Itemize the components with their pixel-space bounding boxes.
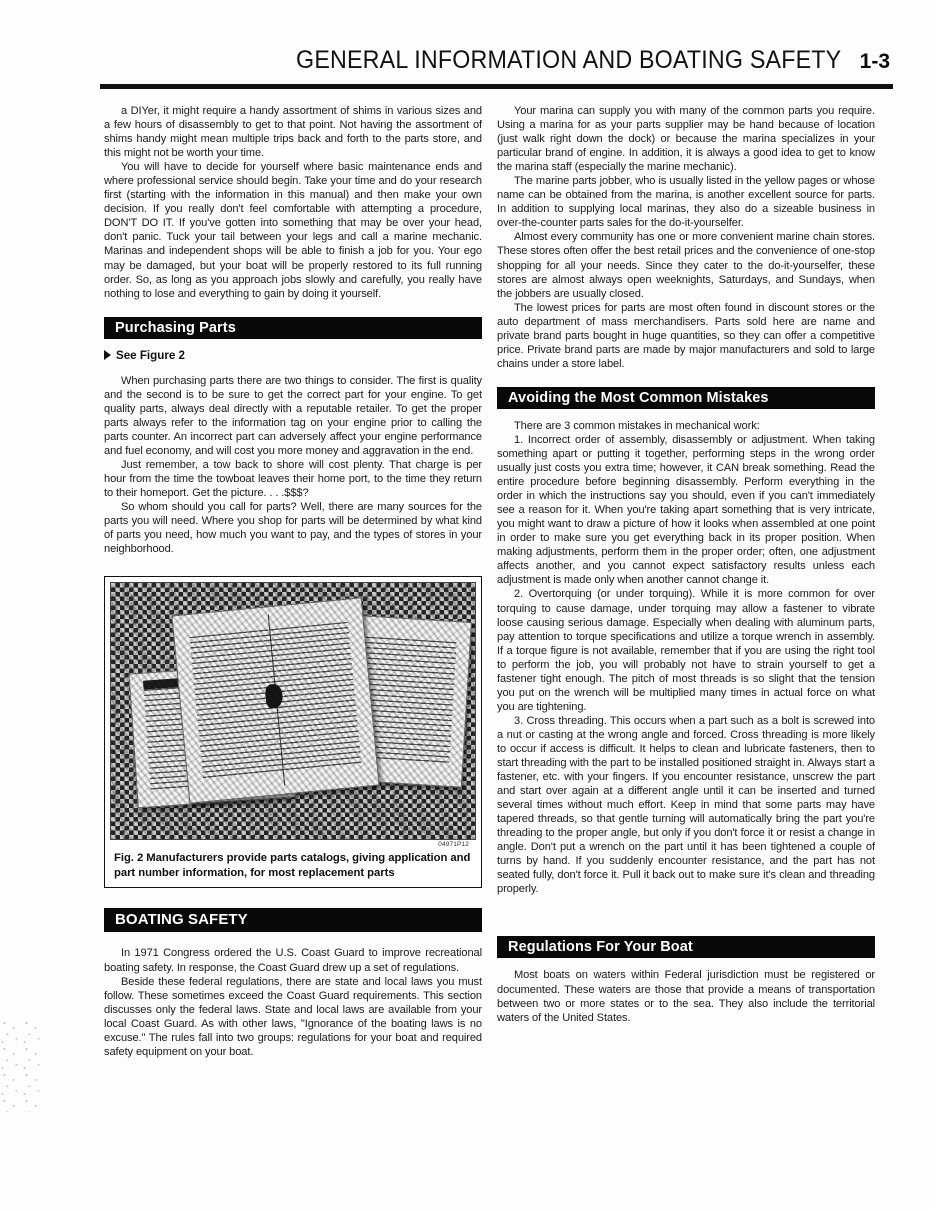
section-heading-purchasing-parts: Purchasing Parts — [104, 317, 482, 339]
see-figure-label: See Figure 2 — [116, 348, 185, 362]
header-rule — [100, 84, 893, 89]
numbered-item: 3. Cross threading. This occurs when a part such as a bolt is screwed into a nut or casting at the wrong angle and forced. Cross threading is more likely to occur if access is difficult. It helps to clean and lubricate fasteners, then to start threading with the part to be installed positioned straight in. Always start a fastener, etc. with your fingers. If you encounter resistance, unscrew the part and start over again at a different angle until it can be inserted and turned several times without much effort. Keep in mind that some parts may have tapered threads, so that gentle turning will automatically bring the part you're threading to the proper angle, but only if you don't force it or resist a change in angle. Don't put a wrench on the part until it has been tightened a couple of turns by hand. If you suddenly encounter resistance, and the part has not seated fully, don't force it. Pull it back out to make sure it's clean and threading properly. — [497, 714, 875, 896]
paragraph: There are 3 common mistakes in mechanical work: — [514, 419, 760, 432]
page-number: 1-3 — [859, 50, 890, 73]
spacer — [497, 958, 875, 968]
section-heading-avoiding-mistakes: Avoiding the Most Common Mistakes — [497, 387, 875, 409]
spacer — [104, 339, 482, 349]
paragraph: The marine parts jobber, who is usually listed in the yellow pages or whose name can be obtained from the marina, is another excellent source for parts. In addition to supplying local marinas, they also do a sizeable business in over-the-counter parts sales for the do-it-yourselfer. — [497, 175, 875, 230]
paragraph: Most boats on waters within Federal jurisdiction must be registered or documented. These waters are those that provide a means of transportation between two or more states or to the sea. They also include the territorial waters of the United States. — [497, 969, 875, 1024]
figure-2 — [104, 576, 482, 888]
paragraph: Beside these federal regulations, there are state and local laws you must follow. These sometimes exceed the Coast Guard requirements. This section discusses only the federal laws. State and local laws are available from your local Coast Guard. As with other laws, "Ignorance of the boating laws is no excuse." The rules fall into two groups: regulations for your boat and required safety equipment on your boat. — [104, 975, 482, 1058]
section-heading-regulations: Regulations For Your Boat — [497, 936, 875, 958]
paragraph: a DIYer, it might require a handy assortment of shims in various sizes and a few hours of disassembly to get to that point. Not having the assortment of shims handy might mean multiple trips back and forth to the parts store, and this might not be worth your time. — [104, 105, 482, 160]
numbered-item: 2. Overtorquing (or under torquing). While it is more common for over torquing to cause damage, under torquing may allow a fastener to vibrate loose causing serious damage. Especially when dealing with aluminum parts, pay attention to torque specifications and utilize a torque wrench in assembly. If a torque figure is not available, remember that if you are using the right tool to perform the job, you will probably not have to strain yourself to get a fastener tight enough. The pitch of most threads is so slight that the tension you put on the wrench will be multiplied many times in actual force on what you are tightening. — [497, 588, 875, 713]
see-figure-reference — [104, 349, 482, 362]
paragraph: Just remember, a tow back to shore will cost plenty. That charge is per hour from the time the towboat leaves their home port, to the time they return to their homeport. Get the picture. . . .$$$? — [104, 458, 482, 500]
numbered-item: 1. Incorrect order of assembly, disassembly or adjustment. When taking something apart or putting it together, performing steps in the wrong order usually just costs you extra time; however, it CAN break something. Read the entire procedure before beginning disassembly. Perform everything in the order in which the instructions say you should, even if you can't immediately see a reason for it. When you're taking apart something that is very intricate, you might want to draw a picture of how it looks when assembled at one point in order to make sure you get everything back in its proper position. When making adjustments, perform them in the proper order; often, one adjustment affects another, and you cannot expect satisfactory results unless each adjustment is made only when another cannot change it. — [497, 433, 875, 587]
figure-image-wrap — [110, 582, 476, 848]
right-column — [497, 104, 875, 1025]
figure-photo-parts-catalogs — [110, 582, 476, 840]
catalog-booklet-center — [172, 598, 380, 804]
left-column — [104, 104, 482, 1059]
figure-image-code: 04971P12 — [438, 841, 469, 849]
spacer — [497, 916, 875, 936]
spacer — [104, 362, 482, 374]
paragraph: So whom should you call for parts? Well, there are many sources for the parts you will need. Where you shop for parts will be determined by what kind of parts you need, how much you want to pay, and the types of stores in your neighborhood. — [104, 501, 482, 556]
page-header — [100, 46, 890, 75]
spacer — [104, 556, 482, 576]
spacer — [104, 301, 482, 317]
spacer — [104, 932, 482, 946]
scan-speckle-artifact — [0, 1020, 42, 1112]
page-title: GENERAL INFORMATION AND BOATING SAFETY — [296, 46, 842, 74]
figure-caption: Fig. 2 Manufacturers provide parts catalogs, giving application and part number information, for most replacement parts — [114, 852, 471, 879]
spacer — [497, 896, 875, 916]
arrow-bullet-icon — [104, 350, 111, 360]
paragraph: The lowest prices for parts are most often found in discount stores or the auto department of mass merchandisers. Parts sold here are name and private brand parts bought in huge quantities, so they can offer a competitive price. Private brand parts are made by major manufacturers and sold to large chains under a store label. — [497, 301, 875, 370]
paragraph: When purchasing parts there are two things to consider. The first is quality and the second is to be sure to get the correct part for your engine. To get quality parts, always deal directly with a reputable retailer. To get the proper parts always refer to the information tag on your engine prior to calling the parts counter. An incorrect part can adversely affect your engine performance and fuel economy, and will cost you more money and aggravation in the end. — [104, 374, 482, 457]
section-heading-boating-safety: BOATING SAFETY — [104, 908, 482, 932]
spacer — [497, 409, 875, 419]
paragraph: In 1971 Congress ordered the U.S. Coast Guard to improve recreational boating safety. In response, the Coast Guard drew up a set of regulations. — [104, 947, 482, 974]
paragraph: Your marina can supply you with many of the common parts you require. Using a marina for as your parts supplier may be hand because of location (just walk right down the dock) or because the marina specializes in your particular brand of engine. In addition, it is always a good idea to get to know the marina staff (especially the marine mechanic). — [497, 105, 875, 174]
paragraph: You will have to decide for yourself where basic maintenance ends and where professional service should begin. Take your time and do your research first (starting with the information in this manual) and then make your own decision. If you really don't feel comfortable with attempting a procedure, DON'T DO IT. If you've gotten into something that may be over your head, don't panic. Tuck your tail between your legs and call a marine mechanic. Marinas and independent shops will be able to finish a job for you. Your ego may be damaged, but your boat will be properly restored to its full running order. So, as long as you approach jobs slowly and carefully, you really have nothing to lose and everything to gain by doing it yourself. — [104, 161, 482, 300]
spacer — [104, 888, 482, 908]
spacer — [497, 371, 875, 387]
paragraph: Almost every community has one or more convenient marine chain stores. These stores often offer the best retail prices and the convenience of one-stop shopping for all your needs. Since they cater to the do-it-yourselfer, these stores are almost always open weeknights, Saturdays, and Sundays, when the jobbers are usually closed. — [497, 231, 875, 300]
